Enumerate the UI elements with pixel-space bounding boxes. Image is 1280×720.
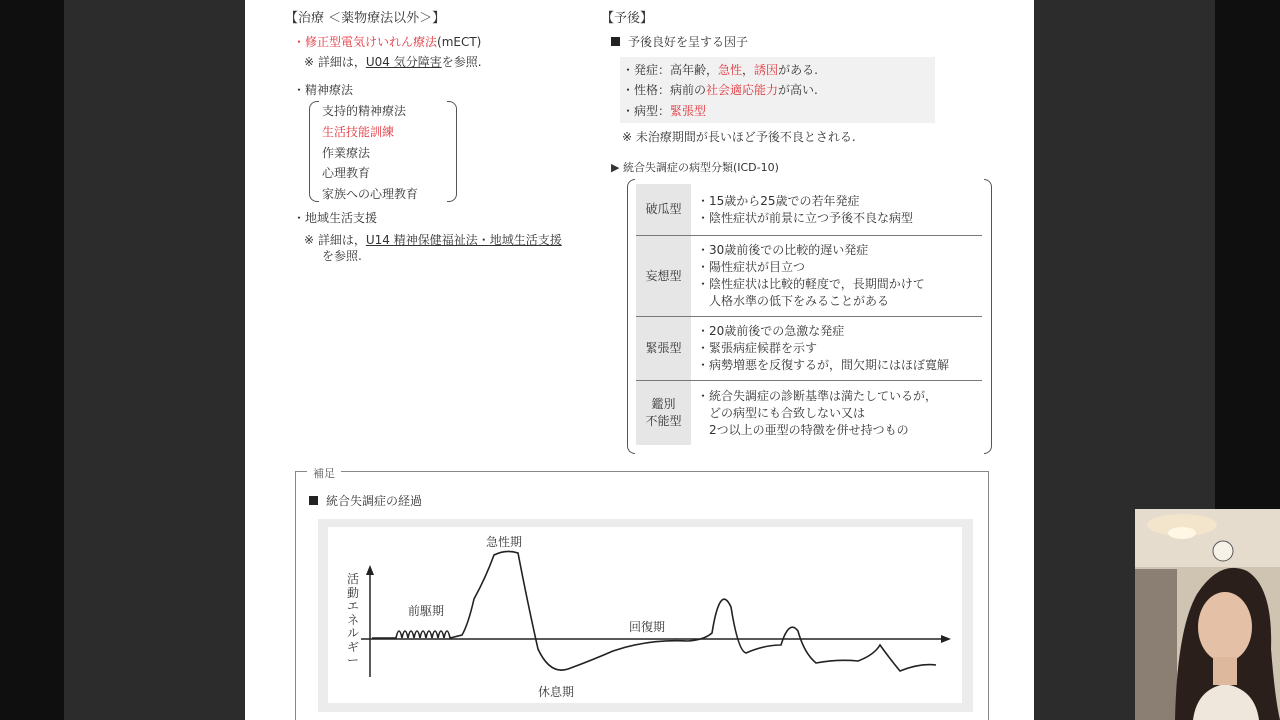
- mect-item: [293, 34, 481, 50]
- classification-heading: ▶ 統合失調症の病型分類(ICD-10): [611, 161, 779, 174]
- community-item: ・地域生活支援: [293, 211, 378, 225]
- factor-red: 急性: [718, 63, 743, 77]
- community-note-end: を参照.: [322, 249, 362, 263]
- desc-line: ・陰性症状が前景に立つ予後不良な病型: [697, 210, 914, 225]
- psy-item: 家族への心理教育: [322, 187, 419, 201]
- document-page: [245, 0, 1034, 720]
- clock-icon: [1213, 541, 1233, 561]
- brace-right: [447, 101, 457, 202]
- note-prefix: ※ 詳細は，: [304, 233, 366, 247]
- heading-text: 統合失調症の経過: [326, 494, 423, 508]
- psychotherapy-item: ・精神療法: [293, 83, 354, 97]
- type-name: 鑑別 不能型: [636, 381, 691, 446]
- psy-item: 作業療法: [322, 146, 371, 160]
- table-brace-right: [984, 179, 992, 454]
- square-bullet-icon: [309, 496, 318, 505]
- phase-rest: 休息期: [538, 685, 575, 699]
- presenter-video-frame: [1135, 509, 1280, 720]
- factor-text: ・発症：高年齢，: [622, 63, 719, 77]
- factor-text: が高い.: [778, 83, 818, 97]
- activity-curve: [372, 551, 936, 671]
- left-black-bar: [0, 0, 64, 720]
- presenter-face: [1198, 592, 1252, 662]
- course-heading: [309, 493, 422, 509]
- classification-table: [636, 184, 982, 445]
- factor-text: がある.: [778, 63, 818, 77]
- factor-onset: [622, 62, 818, 78]
- table-row: [636, 184, 982, 236]
- desc-line: ・15歳から25歳での若年発症: [697, 193, 860, 208]
- y-axis-label: 活動エネルギー: [347, 572, 360, 667]
- brace-left: [309, 101, 319, 202]
- community-note: [304, 232, 562, 248]
- left-gray-margin: [64, 0, 245, 720]
- mect-note: [304, 54, 482, 70]
- desc-line: 2つ以上の亜型の特徴を併せ持つもの: [697, 422, 909, 437]
- type-desc: [691, 236, 982, 317]
- prognosis-title: 【予後】: [601, 11, 654, 26]
- factor-red: 緊張型: [670, 104, 707, 118]
- factor-text: ，: [742, 63, 755, 77]
- mect-label: ・修正型電気けいれん療法: [293, 35, 438, 49]
- factor-text: ・病型：: [622, 104, 671, 118]
- table-row: [636, 236, 982, 317]
- factor-text: ・性格：病前の: [622, 83, 707, 97]
- table-row: [636, 381, 982, 446]
- course-chart-frame: [318, 519, 973, 712]
- type-name: 緊張型: [636, 317, 691, 381]
- u14-link[interactable]: U14 精神保健福祉法・地域生活支援: [365, 233, 562, 247]
- desc-line: どの病型にも合致しない又は: [697, 405, 866, 420]
- note-prefix: ※ 詳細は，: [304, 55, 366, 69]
- desc-line: ・緊張病症候群を示す: [697, 341, 818, 355]
- u04-link[interactable]: U04 気分障害: [365, 55, 442, 69]
- phase-acute: 急性期: [486, 535, 523, 549]
- desc-line: ・陽性症状が目立つ: [697, 260, 806, 274]
- supplement-label: 補足: [307, 465, 341, 481]
- desc-line: ・病勢増悪を反復するが，間欠期にはほぼ寛解: [697, 358, 950, 372]
- desc-line: ・陰性症状は比較的軽度で，長期間かけて: [697, 277, 925, 291]
- factor-red: 誘因: [754, 63, 779, 77]
- factor-red: 社会適応能力: [706, 83, 779, 97]
- type-desc: [691, 381, 982, 446]
- table-row: [636, 317, 982, 381]
- desc-line: ・統合失調症の診断基準は満たしているが，: [697, 388, 938, 403]
- type-desc: [691, 317, 982, 381]
- x-axis-arrow-icon: [941, 635, 951, 643]
- heading-text: 予後良好を呈する因子: [628, 35, 749, 49]
- psy-item: 心理教育: [322, 166, 371, 180]
- treatment-title: 【治療 ＜薬物療法以外＞】: [285, 11, 446, 26]
- type-desc: [691, 184, 982, 236]
- course-chart-panel: [328, 527, 962, 703]
- factor-personality: [622, 82, 818, 98]
- type-name: 破瓜型: [636, 184, 691, 236]
- type-name: 妄想型: [636, 236, 691, 317]
- presenter-webcam: [1135, 509, 1280, 720]
- psy-item: 生活技能訓練: [322, 125, 395, 139]
- desc-line: 人格水準の低下をみることがある: [697, 294, 890, 308]
- mect-suffix: (mECT): [437, 35, 482, 49]
- good-factors-heading: [611, 34, 748, 50]
- desc-line: ・20歳前後での急激な発症: [697, 324, 845, 338]
- phase-recovery: 回復期: [629, 620, 666, 634]
- note-suffix: を参照.: [441, 55, 482, 69]
- table-brace-left: [627, 179, 635, 454]
- phase-prodromal: 前駆期: [408, 604, 445, 618]
- square-bullet-icon: [611, 37, 620, 46]
- psy-item: 支持的精神療法: [322, 104, 407, 118]
- y-axis-arrow-icon: [366, 565, 374, 575]
- desc-line: ・30歳前後での比較的遅い発症: [697, 243, 869, 257]
- factor-type: [622, 103, 706, 119]
- prognosis-note: ※ 未治療期間が長いほど予後不良とされる.: [622, 130, 856, 144]
